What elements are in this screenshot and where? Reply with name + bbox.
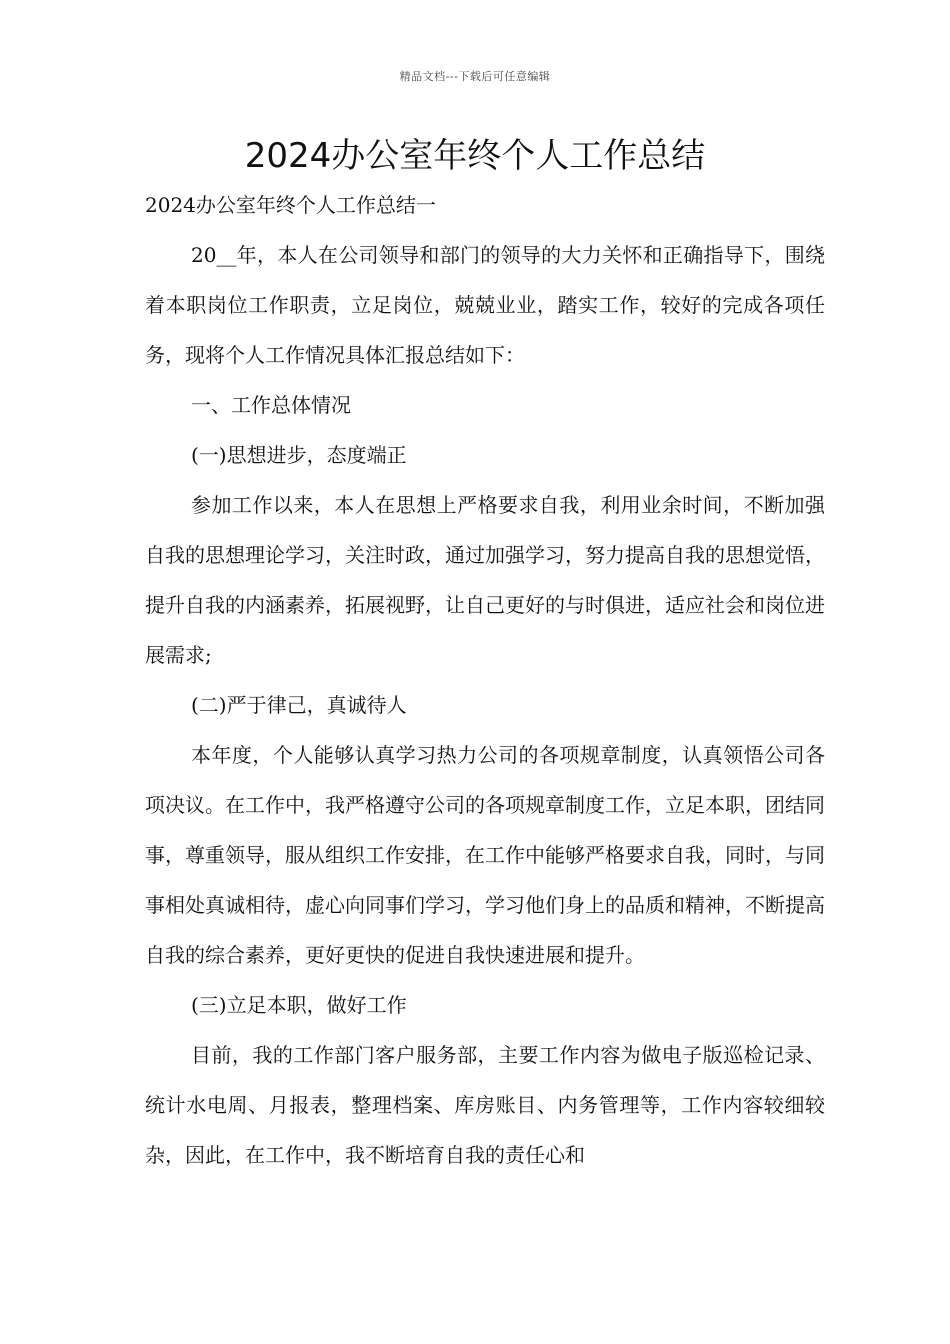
subsection-heading: (一)思想进步，态度端正 — [191, 443, 407, 467]
paragraph: 参加工作以来，本人在思想上严格要求自我，利用业余时间，不断加强自我的思想理论学习，关注时政，通过加强学习，努力提高自我的思想觉悟，提升自我的内涵素养，拓展视野，让自己更好的与时俱进，适应社会和岗位进展需求; — [145, 493, 825, 667]
paragraph: 本年度，个人能够认真学习热力公司的各项规章制度，认真领悟公司各项决议。在工作中，我严格遵守公司的各项规章制度工作，立足本职，团结同事，尊重领导，服从组织工作安排，在工作中能够严格要求自我，同时，与同事相处真诚相待，虚心向同事们学习，学习他们身上的品质和精神，不断提高自我的综合素养，更好更快的促进自我快速进展和提升。 — [145, 743, 825, 967]
header-note: 精品文档---下载后可任意编辑 — [399, 70, 551, 83]
subsection-heading: (三)立足本职，做好工作 — [191, 993, 407, 1017]
document-body — [145, 180, 825, 1180]
subsection-heading: (二)严于律己，真诚待人 — [191, 693, 407, 717]
paragraph: 目前，我的工作部门客户服务部，主要工作内容为做电子版巡检记录、统计水电周、月报表，整理档案、库房账目、内务管理等，工作内容较细较杂，因此，在工作中，我不断培育自我的责任心和 — [145, 1043, 825, 1167]
document-title: 2024办公室年终个人工作总结 — [244, 136, 706, 176]
paragraph: 20__年，本人在公司领导和部门的领导的大力关怀和正确指导下，围绕着本职岗位工作职责，立足岗位，兢兢业业，踏实工作，较好的完成各项任务，现将个人工作情况具体汇报总结如下： — [145, 243, 825, 367]
paragraph: 2024办公室年终个人工作总结一 — [145, 193, 436, 217]
section-heading: 一、工作总体情况 — [191, 393, 351, 417]
